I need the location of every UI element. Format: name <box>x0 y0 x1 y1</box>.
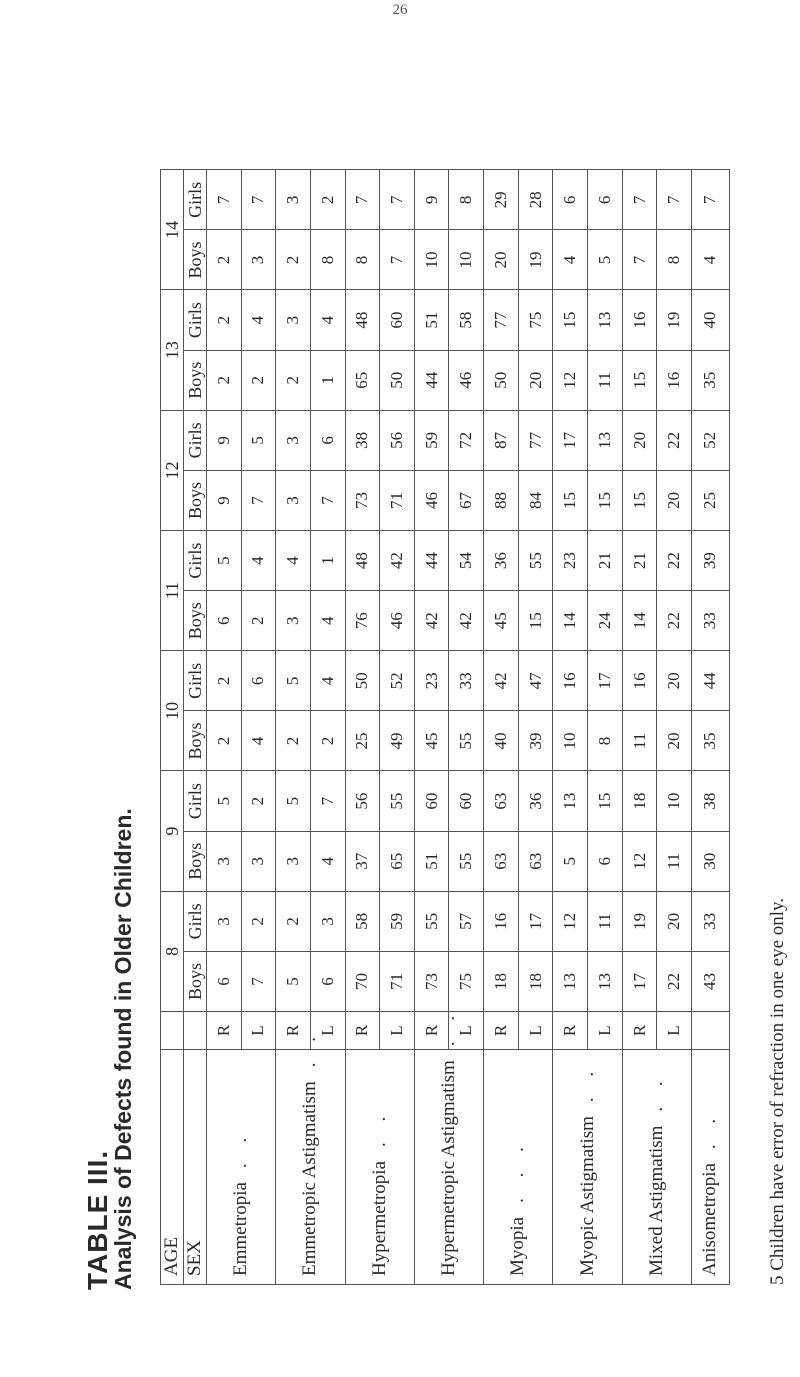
table-cell: 8 <box>588 711 623 771</box>
table-cell: 88 <box>484 470 519 530</box>
eye-side: L <box>241 1012 276 1050</box>
table-cell: 2 <box>276 350 311 410</box>
sex-header-boys: Boys <box>184 230 207 290</box>
table-cell: 19 <box>657 290 692 350</box>
table-cell: 49 <box>380 711 415 771</box>
eye-side: R <box>276 1012 311 1050</box>
table-cell: 2 <box>241 771 276 831</box>
table-cell: 52 <box>691 410 729 470</box>
table-cell: 65 <box>380 831 415 891</box>
table-cell: 77 <box>484 290 519 350</box>
table-cell: 13 <box>588 290 623 350</box>
sex-header-boys: Boys <box>184 951 207 1011</box>
sex-header-boys: Boys <box>184 591 207 651</box>
table-cell: 10 <box>657 771 692 831</box>
table-cell: 67 <box>449 470 484 530</box>
table-cell: 7 <box>691 170 729 230</box>
defect-name: Myopic Astigmatism <box>576 1116 598 1276</box>
table-cell: 20 <box>657 470 692 530</box>
table-cell: 3 <box>276 290 311 350</box>
eye-side: R <box>345 1012 380 1050</box>
table-cell: 33 <box>691 891 729 951</box>
table-cell: 5 <box>588 230 623 290</box>
leader-dots: . . . <box>507 1139 529 1203</box>
table-cell: 14 <box>622 591 657 651</box>
sex-header-girls: Girls <box>184 170 207 230</box>
table-cell: 7 <box>380 170 415 230</box>
table-cell: 44 <box>691 651 729 711</box>
table-cell: 56 <box>345 771 380 831</box>
table-cell: 21 <box>622 531 657 591</box>
table-cell: 30 <box>691 831 729 891</box>
defect-name: Hypermetropic Astigmatism <box>437 1060 459 1276</box>
table-cell: 55 <box>449 711 484 771</box>
sex-header-girls: Girls <box>184 891 207 951</box>
table-cell: 4 <box>310 290 345 350</box>
defect-label <box>345 1050 414 1285</box>
sex-header-row <box>184 170 207 1285</box>
table-cell: 57 <box>449 891 484 951</box>
table-cell: 15 <box>622 350 657 410</box>
table-cell: 6 <box>207 591 242 651</box>
table-cell: 2 <box>241 591 276 651</box>
table-cell: 55 <box>518 531 553 591</box>
table-cell: 45 <box>414 711 449 771</box>
table-cell: 87 <box>484 410 519 470</box>
table-cell: 54 <box>449 531 484 591</box>
table-cell: 8 <box>449 170 484 230</box>
table-cell: 60 <box>380 290 415 350</box>
table-cell: 22 <box>657 951 692 1011</box>
table-cell: 52 <box>380 651 415 711</box>
table-cell: 2 <box>276 891 311 951</box>
table-cell: 42 <box>380 531 415 591</box>
table-cell: 10 <box>553 711 588 771</box>
table-cell: 47 <box>518 651 553 711</box>
table-cell: 6 <box>241 651 276 711</box>
table-footnote: 5 Children have error of refraction in one eye only. <box>767 897 788 1285</box>
table-cell: 23 <box>414 651 449 711</box>
table-body <box>207 170 730 1285</box>
table-cell: 8 <box>657 230 692 290</box>
table-cell: 42 <box>414 591 449 651</box>
table-cell: 7 <box>622 230 657 290</box>
table-cell: 7 <box>241 470 276 530</box>
table-cell: 29 <box>484 170 519 230</box>
table-cell: 2 <box>207 651 242 711</box>
table-cell: 11 <box>622 711 657 771</box>
eye-side: R <box>622 1012 657 1050</box>
sex-header-boys: Boys <box>184 470 207 530</box>
sex-header-girls: Girls <box>184 410 207 470</box>
age-9: 9 <box>161 771 184 891</box>
table-cell: 19 <box>622 891 657 951</box>
eye-side: R <box>553 1012 588 1050</box>
table-cell: 5 <box>553 831 588 891</box>
table-cell: 3 <box>241 230 276 290</box>
table-cell: 17 <box>622 951 657 1011</box>
table-cell: 6 <box>207 951 242 1011</box>
age-header-row <box>161 170 184 1285</box>
table-cell: 11 <box>657 831 692 891</box>
table-cell: 16 <box>553 651 588 711</box>
table-cell: 4 <box>310 591 345 651</box>
table-cell: 11 <box>588 891 623 951</box>
table-cell: 7 <box>241 170 276 230</box>
table-cell: 9 <box>207 410 242 470</box>
defect-label <box>207 1050 276 1285</box>
table-cell: 84 <box>518 470 553 530</box>
table-row <box>276 170 311 1285</box>
table-cell: 4 <box>276 531 311 591</box>
table-cell: 4 <box>553 230 588 290</box>
eye-side <box>691 1012 729 1050</box>
leader-dots: . . <box>699 1110 721 1150</box>
table-cell: 42 <box>484 651 519 711</box>
table-cell: 5 <box>207 531 242 591</box>
sex-label: SEX <box>184 1050 207 1285</box>
table-cell: 63 <box>484 771 519 831</box>
table-cell: 3 <box>276 170 311 230</box>
table-cell: 7 <box>622 170 657 230</box>
table-cell: 51 <box>414 290 449 350</box>
defect-name: Mixed Astigmatism <box>645 1125 667 1276</box>
table-cell: 3 <box>241 831 276 891</box>
table-cell: 6 <box>310 410 345 470</box>
table-cell: 2 <box>207 711 242 771</box>
table-cell: 63 <box>484 831 519 891</box>
table-cell: 40 <box>484 711 519 771</box>
table-cell: 75 <box>518 290 553 350</box>
table-cell: 58 <box>345 891 380 951</box>
age-label: AGE <box>161 1050 184 1285</box>
table-cell: 7 <box>310 771 345 831</box>
table-cell: 39 <box>691 531 729 591</box>
table-cell: 46 <box>449 350 484 410</box>
table-cell: 25 <box>691 470 729 530</box>
table-cell: 2 <box>276 711 311 771</box>
table-cell: 36 <box>484 531 519 591</box>
table-cell: 16 <box>622 290 657 350</box>
table-cell: 15 <box>622 470 657 530</box>
table-cell: 15 <box>518 591 553 651</box>
table-cell: 13 <box>588 951 623 1011</box>
table-cell: 55 <box>449 831 484 891</box>
table-cell: 2 <box>207 290 242 350</box>
page-number: 26 <box>392 2 408 18</box>
table-cell: 44 <box>414 350 449 410</box>
table-cell: 15 <box>553 470 588 530</box>
table-cell: 17 <box>553 410 588 470</box>
defects-table-rotated <box>160 170 730 1285</box>
table-cell: 6 <box>553 170 588 230</box>
table-cell: 48 <box>345 531 380 591</box>
table-cell: 35 <box>691 711 729 771</box>
table-cell: 20 <box>657 711 692 771</box>
defect-label <box>484 1050 553 1285</box>
table-cell: 2 <box>241 891 276 951</box>
table-cell: 8 <box>310 230 345 290</box>
table-cell: 16 <box>484 891 519 951</box>
defects-table <box>160 169 730 1285</box>
age-10: 10 <box>161 651 184 771</box>
table-cell: 17 <box>518 891 553 951</box>
table-cell: 6 <box>588 831 623 891</box>
table-cell: 20 <box>657 651 692 711</box>
table-cell: 5 <box>276 651 311 711</box>
table-cell: 1 <box>310 350 345 410</box>
table-cell: 55 <box>380 771 415 831</box>
sex-header-boys: Boys <box>184 831 207 891</box>
defect-label <box>553 1050 622 1285</box>
table-cell: 56 <box>380 410 415 470</box>
table-cell: 2 <box>310 711 345 771</box>
table-row <box>622 170 657 1285</box>
table-cell: 5 <box>276 771 311 831</box>
table-cell: 50 <box>380 350 415 410</box>
table-cell: 3 <box>310 891 345 951</box>
table-cell: 71 <box>380 470 415 530</box>
defect-name: Anisometropia <box>699 1163 721 1276</box>
table-cell: 15 <box>553 290 588 350</box>
table-cell: 19 <box>518 230 553 290</box>
table-cell: 12 <box>553 350 588 410</box>
table-cell: 3 <box>207 831 242 891</box>
table-cell: 50 <box>345 651 380 711</box>
table-cell: 4 <box>241 531 276 591</box>
table-cell: 3 <box>276 470 311 530</box>
eye-side: L <box>449 1012 484 1050</box>
table-cell: 7 <box>310 470 345 530</box>
sex-header-girls: Girls <box>184 771 207 831</box>
table-row <box>553 170 588 1285</box>
defect-label <box>276 1029 345 1285</box>
table-cell: 4 <box>310 831 345 891</box>
table-cell: 16 <box>622 651 657 711</box>
age-13: 13 <box>161 290 184 410</box>
table-cell: 4 <box>241 290 276 350</box>
table-cell: 60 <box>414 771 449 831</box>
table-row <box>414 170 449 1285</box>
table-cell: 43 <box>691 951 729 1011</box>
sex-header-girls: Girls <box>184 651 207 711</box>
table-cell: 6 <box>310 951 345 1011</box>
table-cell: 77 <box>518 410 553 470</box>
defect-name: Myopia <box>507 1216 529 1276</box>
table-cell: 18 <box>622 771 657 831</box>
table-cell: 9 <box>207 470 242 530</box>
table-cell: 1 <box>310 531 345 591</box>
table-cell: 48 <box>345 290 380 350</box>
table-cell: 36 <box>518 771 553 831</box>
table-cell: 51 <box>414 831 449 891</box>
table-cell: 12 <box>553 891 588 951</box>
table-cell: 10 <box>449 230 484 290</box>
table-cell: 71 <box>380 951 415 1011</box>
table-cell: 8 <box>345 230 380 290</box>
table-cell: 4 <box>310 651 345 711</box>
table-cell: 7 <box>657 170 692 230</box>
table-cell: 2 <box>207 350 242 410</box>
table-cell: 14 <box>553 591 588 651</box>
table-cell: 15 <box>588 470 623 530</box>
table-cell: 18 <box>518 951 553 1011</box>
table-cell: 45 <box>484 591 519 651</box>
age-12: 12 <box>161 410 184 530</box>
table-cell: 13 <box>553 771 588 831</box>
table-cell: 35 <box>691 350 729 410</box>
defect-name: Emmetropia <box>230 1182 252 1276</box>
table-cell: 23 <box>553 531 588 591</box>
table-cell: 3 <box>276 831 311 891</box>
table-cell: 33 <box>449 651 484 711</box>
table-cell: 55 <box>414 891 449 951</box>
table-cell: 2 <box>207 230 242 290</box>
sex-header-girls: Girls <box>184 290 207 350</box>
age-8: 8 <box>161 891 184 1011</box>
table-cell: 22 <box>657 531 692 591</box>
table-title: TABLE III. <box>82 1149 113 1290</box>
eye-side: R <box>414 1012 449 1050</box>
leader-dots: . . <box>437 1007 459 1047</box>
table-cell: 16 <box>657 350 692 410</box>
table-cell: 21 <box>588 531 623 591</box>
table-cell: 20 <box>657 891 692 951</box>
table-cell: 63 <box>518 831 553 891</box>
table-cell: 73 <box>414 951 449 1011</box>
table-cell: 22 <box>657 410 692 470</box>
table-cell: 22 <box>657 591 692 651</box>
table-cell: 58 <box>449 290 484 350</box>
table-row <box>345 170 380 1285</box>
table-cell: 9 <box>414 170 449 230</box>
table-cell: 15 <box>588 771 623 831</box>
sex-header-boys: Boys <box>184 350 207 410</box>
table-cell: 5 <box>276 951 311 1011</box>
table-cell: 38 <box>691 771 729 831</box>
table-cell: 46 <box>414 470 449 530</box>
table-cell: 13 <box>588 410 623 470</box>
table-cell: 20 <box>484 230 519 290</box>
table-cell: 59 <box>414 410 449 470</box>
table-cell: 6 <box>588 170 623 230</box>
table-cell: 40 <box>691 290 729 350</box>
table-cell: 37 <box>345 831 380 891</box>
defect-name: Hypermetropia <box>368 1160 390 1276</box>
table-cell: 20 <box>518 350 553 410</box>
table-cell: 7 <box>241 951 276 1011</box>
table-cell: 2 <box>310 170 345 230</box>
table-cell: 25 <box>345 711 380 771</box>
table-cell: 75 <box>449 951 484 1011</box>
table-row <box>207 170 242 1285</box>
table-cell: 42 <box>449 591 484 651</box>
table-cell: 3 <box>276 410 311 470</box>
age-11: 11 <box>161 531 184 651</box>
table-cell: 3 <box>276 591 311 651</box>
leader-dots: . . <box>299 1029 321 1068</box>
table-cell: 44 <box>414 531 449 591</box>
table-cell: 4 <box>691 230 729 290</box>
table-cell: 10 <box>414 230 449 290</box>
table-cell: 24 <box>588 591 623 651</box>
table-cell: 4 <box>241 711 276 771</box>
eye-side: L <box>380 1012 415 1050</box>
table-cell: 17 <box>588 651 623 711</box>
eye-side: L <box>588 1012 623 1050</box>
table-cell: 59 <box>380 891 415 951</box>
defect-label <box>622 1050 691 1285</box>
defect-label <box>691 1050 729 1285</box>
table-cell: 18 <box>484 951 519 1011</box>
table-cell: 72 <box>449 410 484 470</box>
table-cell: 2 <box>276 230 311 290</box>
eye-side: R <box>207 1012 242 1050</box>
table-cell: 13 <box>553 951 588 1011</box>
table-cell: 5 <box>207 771 242 831</box>
table-cell: 33 <box>691 591 729 651</box>
table-cell: 39 <box>518 711 553 771</box>
eye-side: L <box>657 1012 692 1050</box>
table-cell: 70 <box>345 951 380 1011</box>
eye-side: L <box>518 1012 553 1050</box>
table-cell: 11 <box>588 350 623 410</box>
eye-side: R <box>484 1012 519 1050</box>
sex-header-girls: Girls <box>184 531 207 591</box>
table-cell: 7 <box>345 170 380 230</box>
table-subtitle: Analysis of Defects found in Older Children. <box>110 808 136 1290</box>
table-cell: 38 <box>345 410 380 470</box>
table-row <box>691 170 729 1285</box>
table-cell: 76 <box>345 591 380 651</box>
leader-dots: . . <box>230 1129 252 1169</box>
table-cell: 7 <box>380 230 415 290</box>
table-cell: 5 <box>241 410 276 470</box>
eye-side: L <box>310 1012 345 1050</box>
table-cell: 7 <box>207 170 242 230</box>
sex-header-boys: Boys <box>184 711 207 771</box>
leader-dots: . . <box>645 1073 667 1112</box>
table-cell: 12 <box>622 831 657 891</box>
table-cell: 50 <box>484 350 519 410</box>
table-cell: 2 <box>241 350 276 410</box>
table-cell: 20 <box>622 410 657 470</box>
table-row <box>484 170 519 1285</box>
leader-dots: . . <box>368 1108 390 1147</box>
table-cell: 73 <box>345 470 380 530</box>
age-14: 14 <box>161 170 184 290</box>
table-cell: 60 <box>449 771 484 831</box>
leader-dots: . . <box>576 1063 598 1103</box>
defect-name: Emmetropic Astigmatism <box>299 1081 321 1276</box>
table-cell: 3 <box>207 891 242 951</box>
table-cell: 65 <box>345 350 380 410</box>
defect-label <box>414 1007 483 1285</box>
table-cell: 46 <box>380 591 415 651</box>
table-cell: 28 <box>518 170 553 230</box>
